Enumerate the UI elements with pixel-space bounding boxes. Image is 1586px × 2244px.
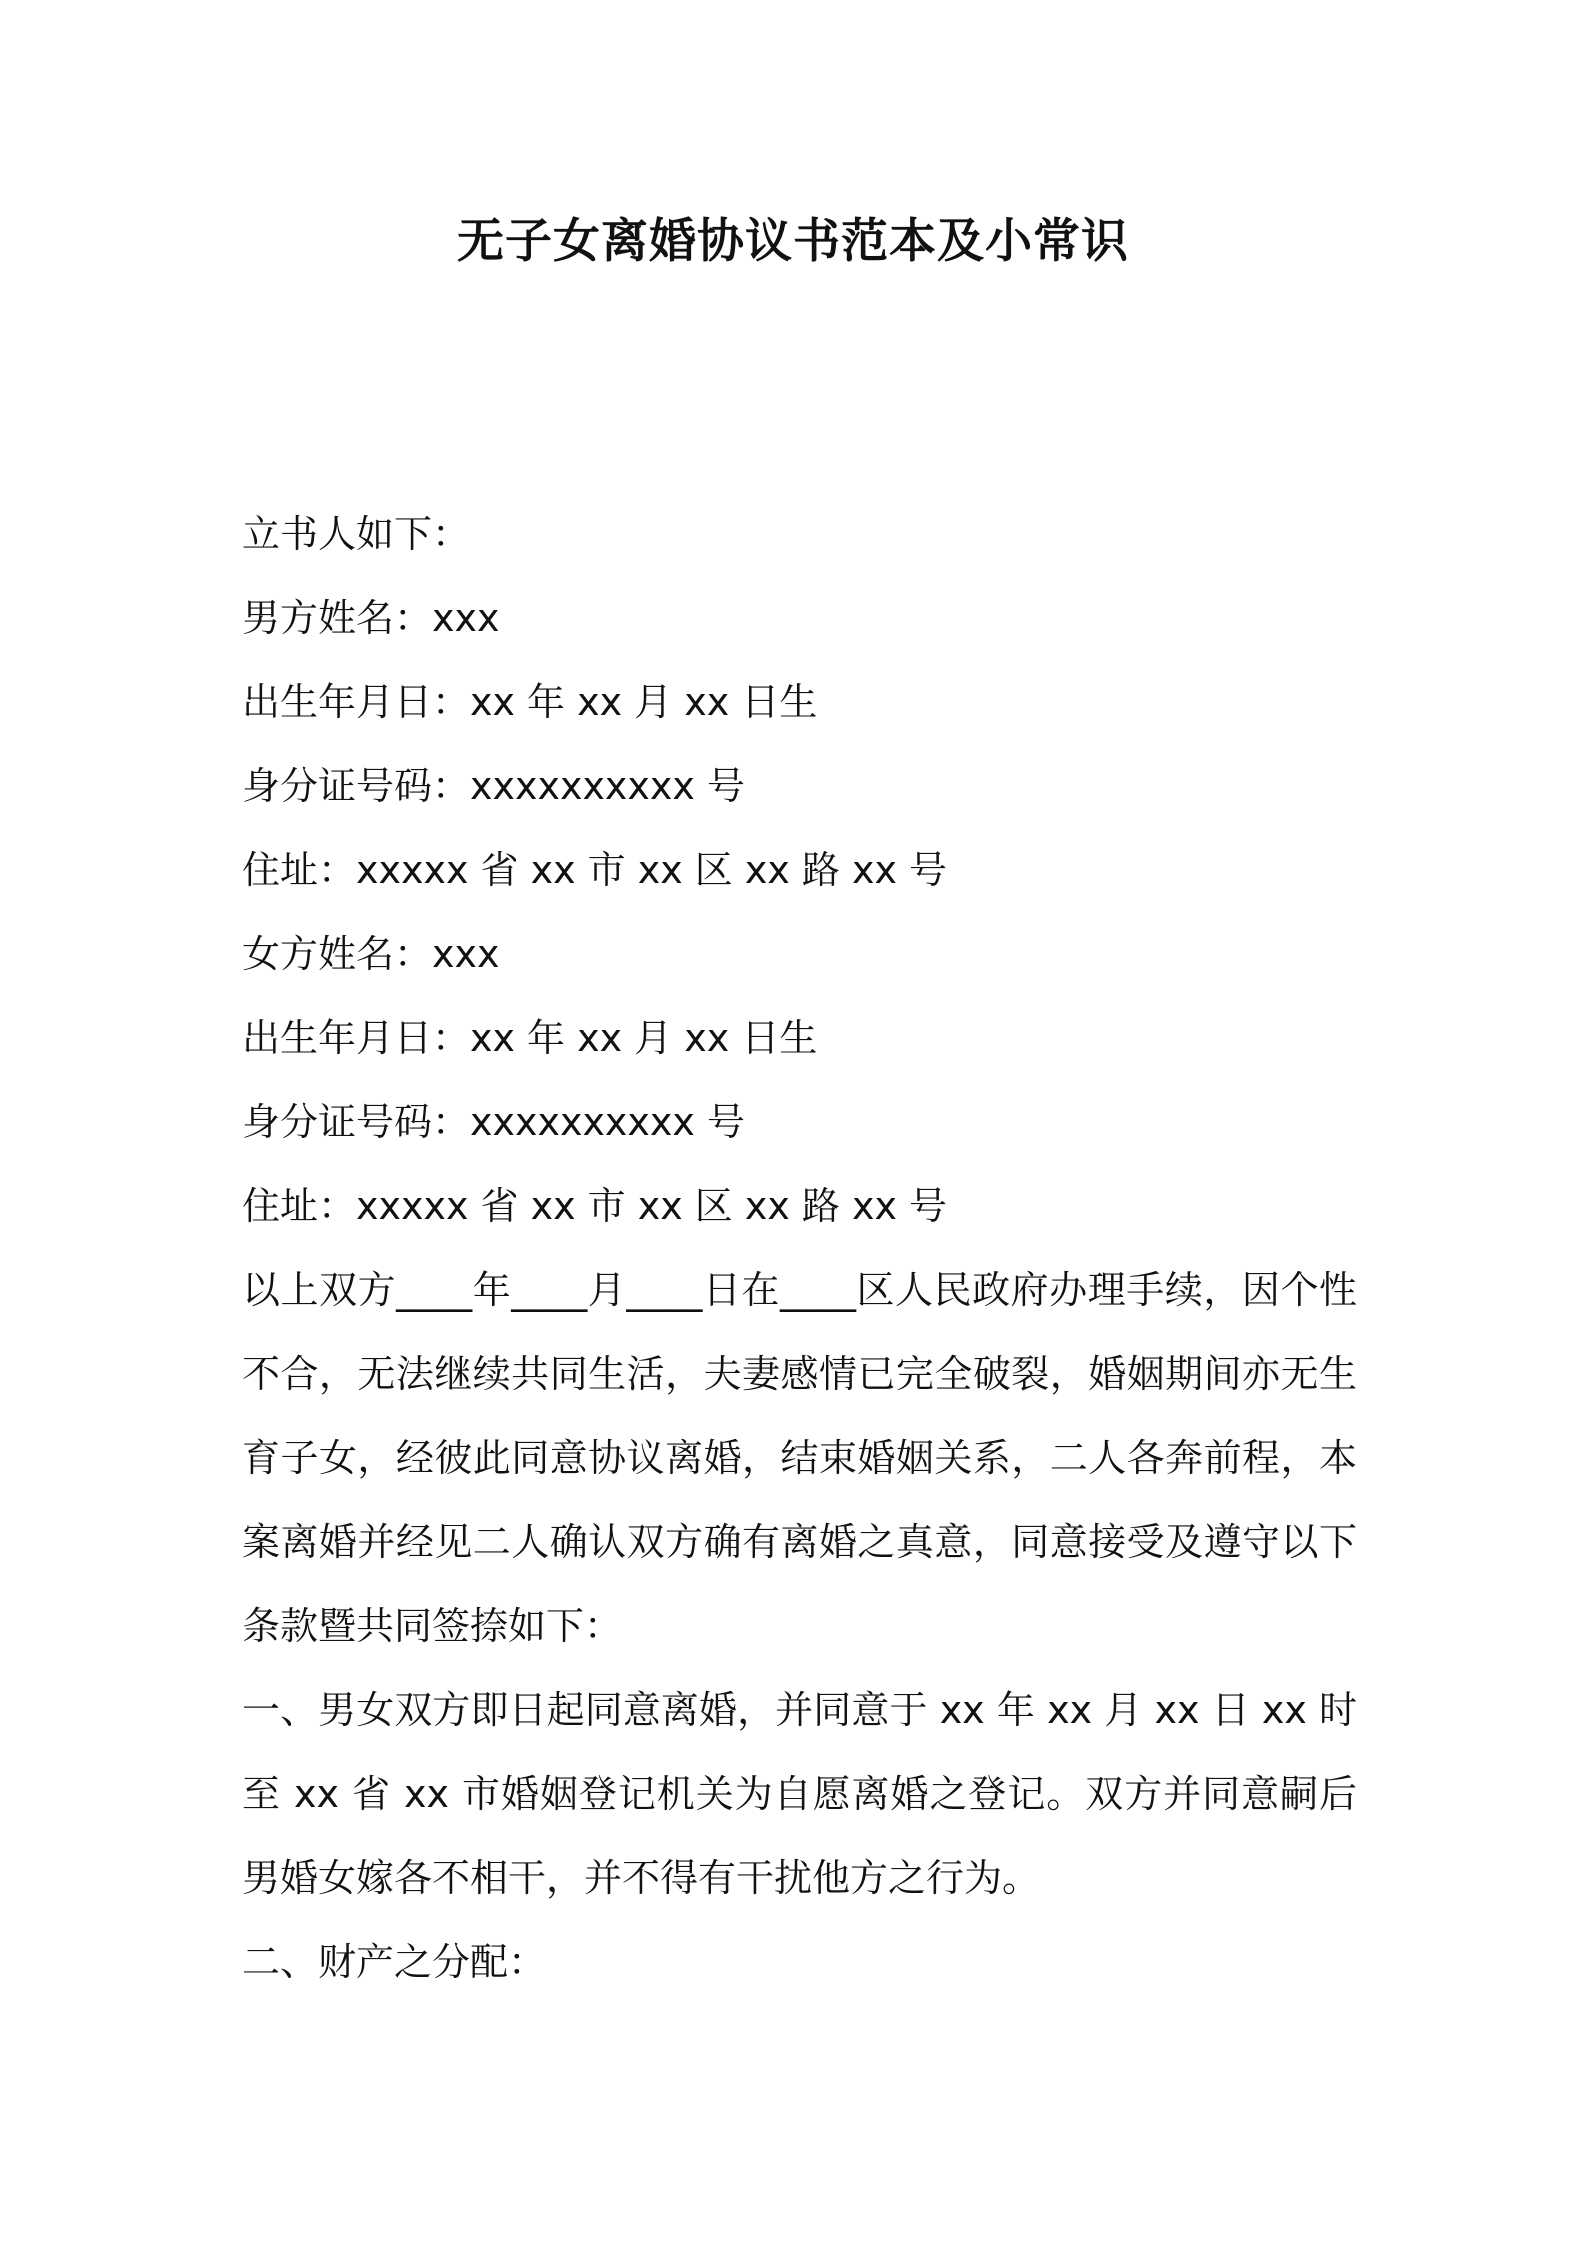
female-name-line: 女方姓名：xxx: [242, 932, 500, 976]
document-body: [242, 492, 1357, 2004]
female-birth-line: 出生年月日：xx 年 xx 月 xx 日生: [242, 1016, 818, 1060]
clause-2-heading: 二、财产之分配：: [242, 1940, 547, 1984]
main-paragraph: 以上双方____年____月____日在____区人民政府办理手续，因个性不合，无法继续共同生活，夫妻感情已完全破裂，婚姻期间亦无生育子女，经彼此同意协议离婚，结束婚姻关系，二人各奔前程，本案离婚并经见二人确认双方确有离婚之真意，同意接受及遵守以下条款暨共同签捺如下：: [242, 1268, 1357, 1648]
intro-line: 立书人如下：: [242, 512, 471, 556]
male-name-line: 男方姓名：xxx: [242, 596, 500, 640]
female-address-line: 住址：xxxxx 省 xx 市 xx 区 xx 路 xx 号: [242, 1184, 948, 1228]
document-title: 无子女离婚协议书范本及小常识: [457, 214, 1129, 269]
clause-1: 一、男女双方即日起同意离婚，并同意于 xx 年 xx 月 xx 日 xx 时至 xx 省 xx 市婚姻登记机关为自愿离婚之登记。双方并同意嗣后男婚女嫁各不相干，并不得有干扰他方之行为。: [242, 1688, 1357, 1900]
male-address-line: 住址：xxxxx 省 xx 市 xx 区 xx 路 xx 号: [242, 848, 948, 892]
male-birth-line: 出生年月日：xx 年 xx 月 xx 日生: [242, 680, 818, 724]
male-id-line: 身分证号码：xxxxxxxxxx 号: [242, 764, 745, 808]
female-id-line: 身分证号码：xxxxxxxxxx 号: [242, 1100, 745, 1144]
